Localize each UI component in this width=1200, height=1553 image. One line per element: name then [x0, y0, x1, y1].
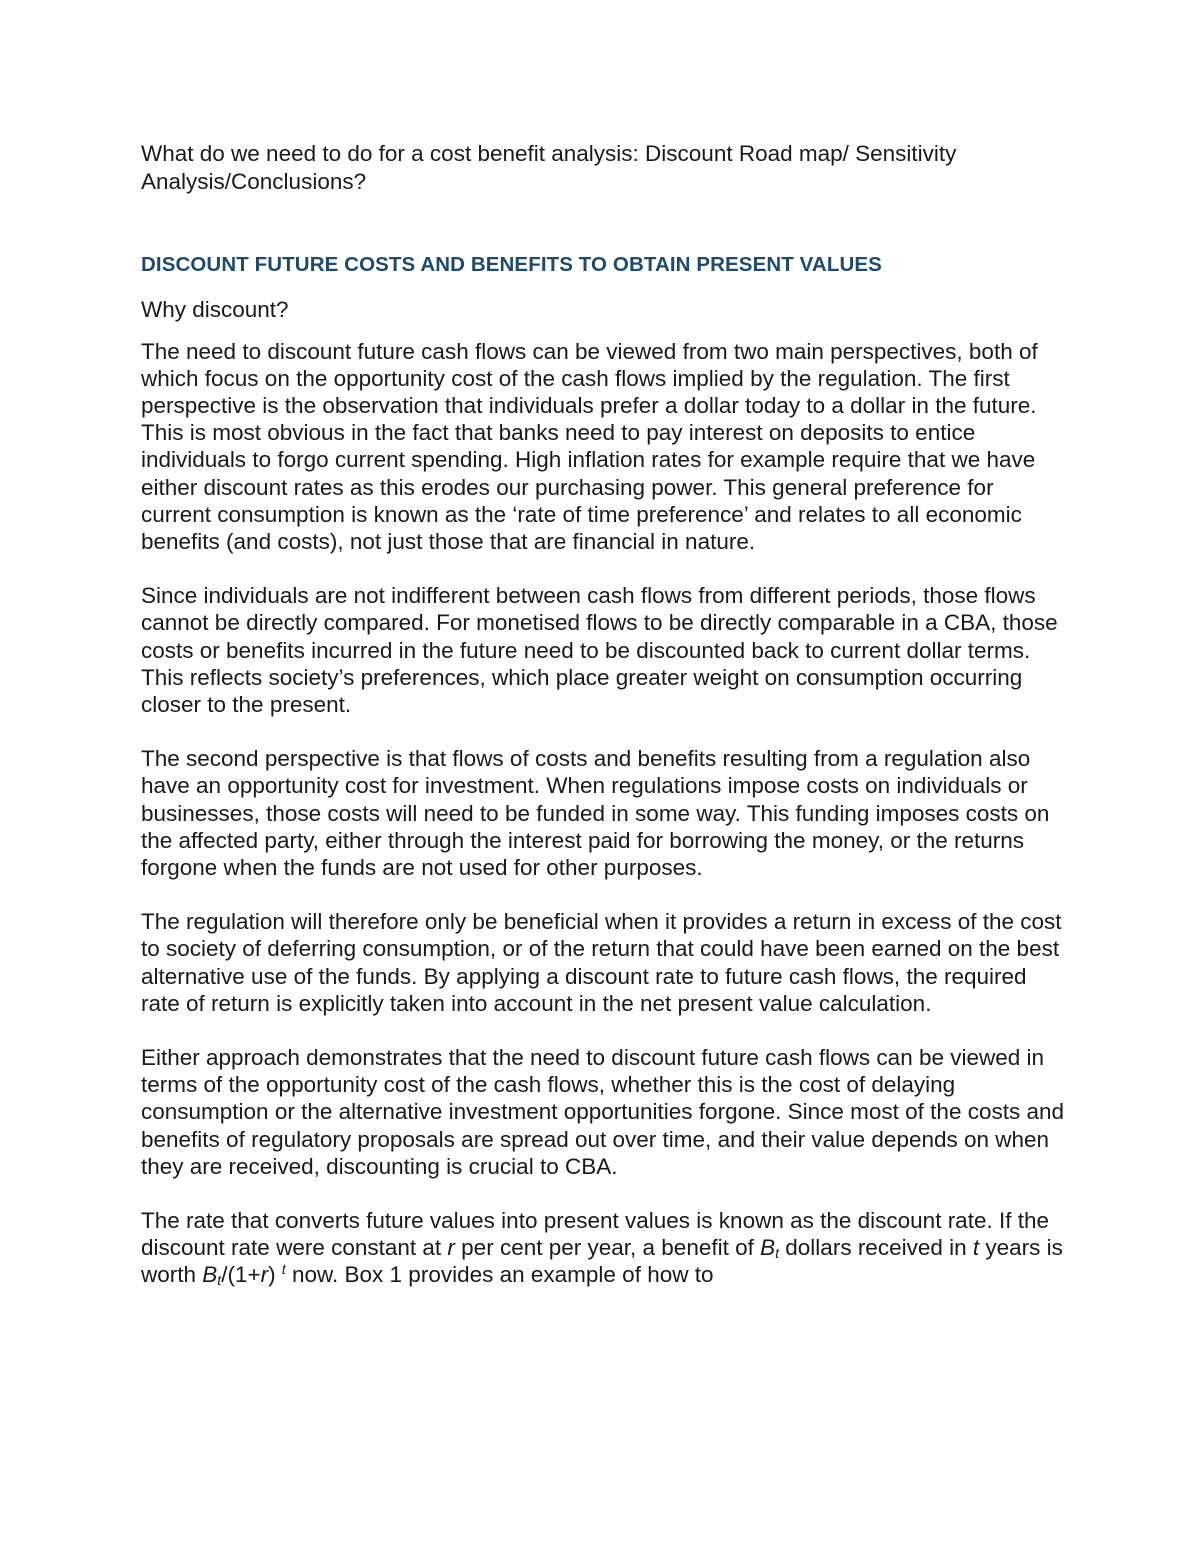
para6-text-3: dollars received in — [779, 1235, 973, 1261]
var-r-2: r — [260, 1262, 269, 1288]
paragraph-3: The second perspective is that flows of costs and benefits resulting from a regulation also have an opportunity cost for investment. When regulations impose costs on individuals or businesses, those costs will need to be funded in some way. This funding imposes costs on the affected party, either through the interest paid for borrowing the money, or the returns forgone when the funds are not used for other purposes. — [141, 746, 1050, 880]
sub-t-2: t — [217, 1272, 222, 1289]
para6-text-5: /(1+ — [221, 1262, 261, 1288]
paragraph-5: Either approach demonstrates that the need to discount future cash flows can be viewed in terms of the opportunity cost of the cash flows, whether this is the cost of delaying consumption or the alternative investment opportunities forgone. Since most of the costs and benefits of regulatory proposals are spread out over time, and their value depends on when they are received, discounting is crucial to CBA. — [141, 1044, 1065, 1179]
var-B-2: B — [202, 1262, 218, 1288]
para6-text-7: now. Box 1 provides an example of how to — [285, 1262, 714, 1288]
paragraph-1: The need to discount future cash flows can be viewed from two main perspectives, both of which focus on the opportunity cost of the cash flows implied by the regulation. The first perspective is the observation that individuals prefer a dollar today to a dollar in the future. This is most obvious in the fact that banks need to pay interest on deposits to entice individuals to forgo current spending. High inflation rates for example require that we have either discount rates as this erodes our purchasing power. This general preference for current consumption is known as the ‘rate of time preference’ and relates to all economic benefits (and costs), not just those that are financial in nature. — [141, 338, 1038, 554]
paragraph-4: The regulation will therefore only be beneficial when it provides a return in excess of the cost to society of deferring consumption, or of the return that could have been earned on the best alternative use of the funds. By applying a discount rate to future cash flows, the required rate of return is explicitly taken into account in the net present value calculation. — [141, 909, 1062, 1016]
para6-text-4: years is worth — [141, 1235, 1063, 1288]
subheading-why-discount: Why discount? — [141, 297, 289, 322]
paragraph-6 — [141, 1207, 1066, 1289]
paragraph-2: Since individuals are not indifferent between cash flows from different periods, those flows cannot be directly compared. For monetised flows to be directly comparable in a CBA, those costs or benefits incurred in the future need to be discounted back to current dollar terms. This reflects society’s preferences, which place greater weight on consumption occurring closer to the present. — [141, 583, 1058, 717]
intro-text: What do we need to do for a cost benefit analysis: Discount Road map/ Sensitivity Analysis/Conclusions? — [141, 141, 957, 194]
sup-t: t — [281, 1261, 286, 1278]
para6-text-6: ) — [268, 1262, 282, 1288]
document-page — [141, 140, 1066, 1289]
var-t: t — [972, 1235, 980, 1261]
para6-text-1: The rate that converts future values into present values is known as the discount rate. If the discount rate were constant at — [141, 1207, 1049, 1261]
var-r: r — [447, 1235, 455, 1261]
sub-t: t — [775, 1245, 780, 1262]
section-heading: DISCOUNT FUTURE COSTS AND BENEFITS TO OBTAIN PRESENT VALUES — [141, 253, 882, 276]
para6-text-2: per cent per year, a benefit of — [454, 1235, 761, 1261]
var-B: B — [760, 1235, 776, 1261]
